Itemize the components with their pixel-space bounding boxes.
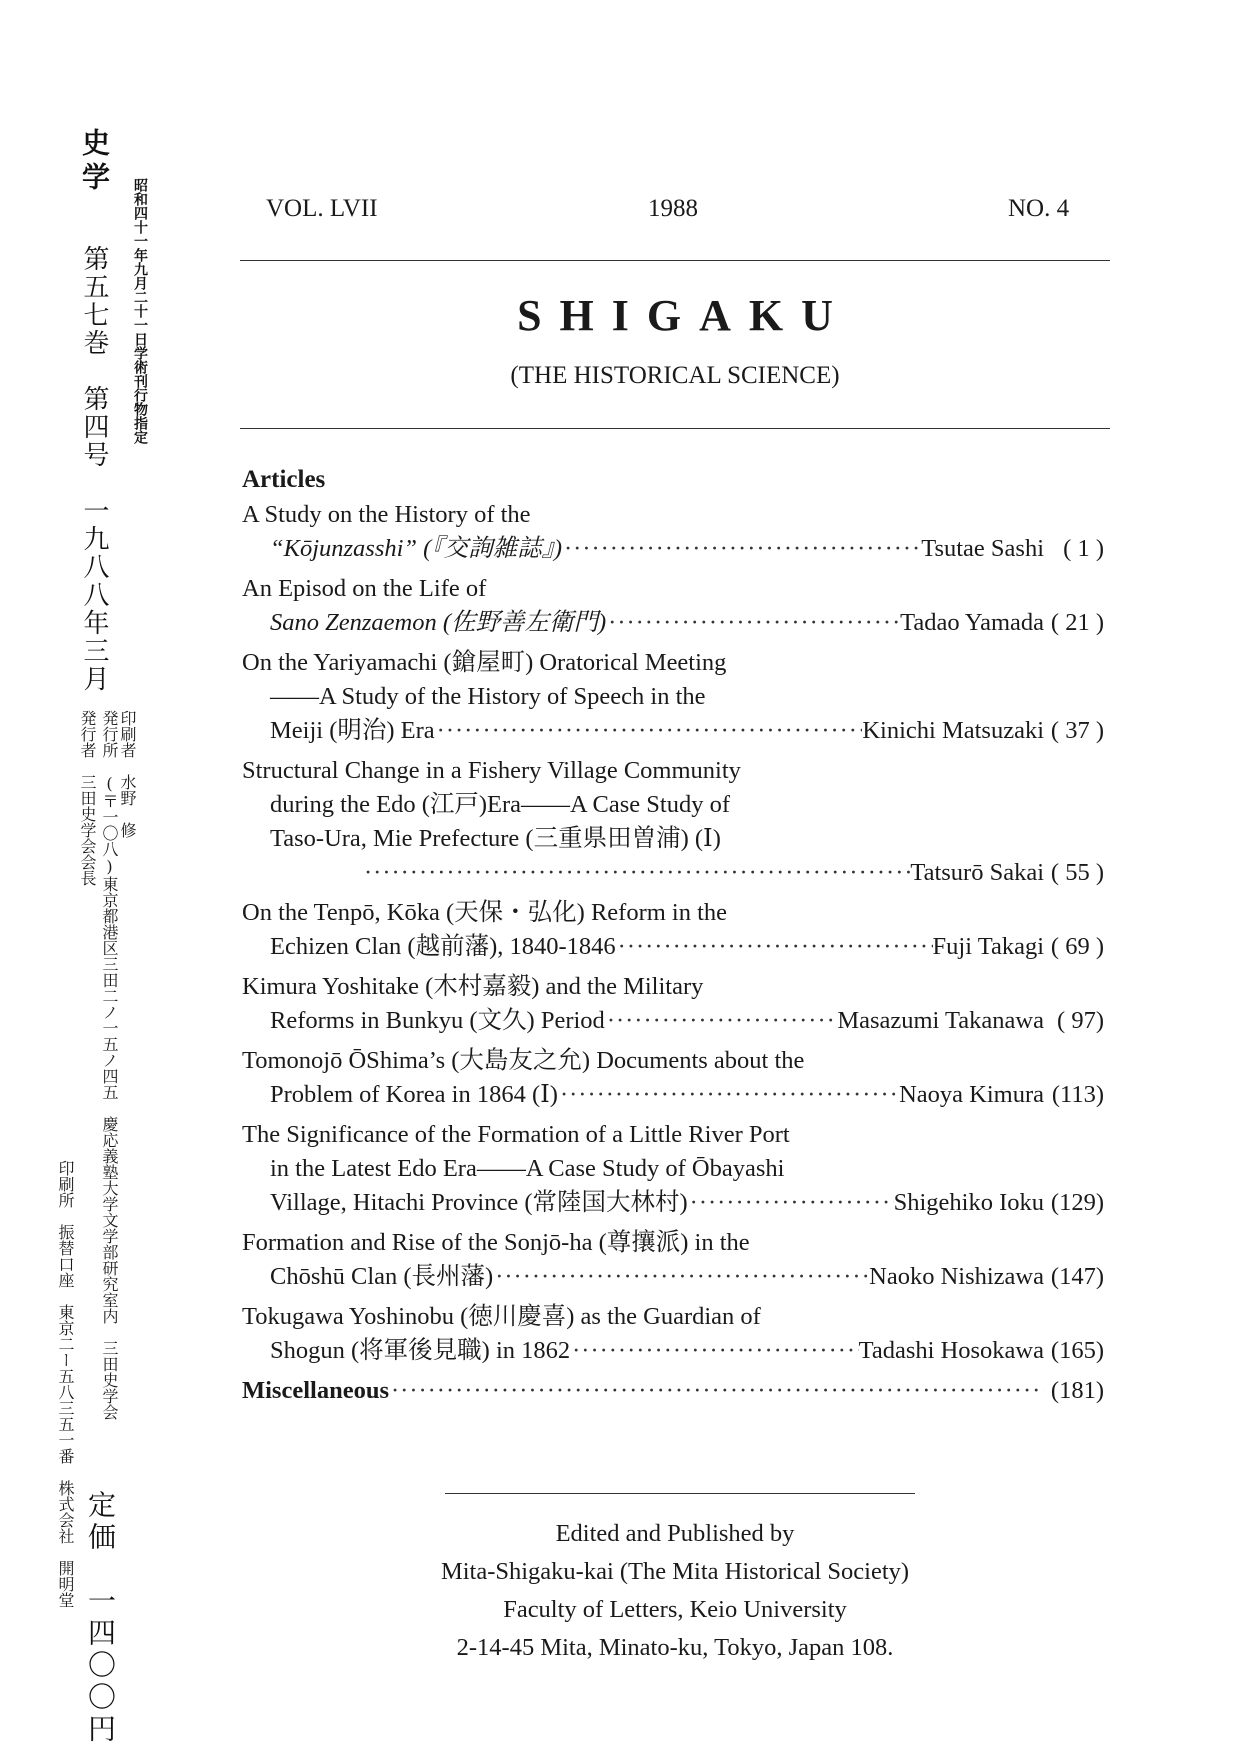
leader-dots [389,1374,1044,1408]
entry-title-line: The Significance of the Formation of a Little River Port [242,1121,790,1148]
journal-subtitle: (THE HISTORICAL SCIENCE) [510,362,840,389]
leader-dots [562,532,921,566]
spine-publisher: 発行者 三田史学会会長 [78,710,97,886]
journal-title: SHIGAKU [517,291,851,340]
entry-leader-line [242,1078,1104,1112]
entry-author: Kinichi Matsuzaki [862,717,1044,744]
entry-title-line: ——A Study of the History of Speech in the [270,683,706,710]
entry-leader-line [242,1186,1104,1220]
toc-entry [242,1118,1104,1220]
spine-printer: 印刷者 水野 修 [118,710,137,838]
entry-page: ( 37 ) [1050,717,1104,744]
spine-printing-office: 印刷所 振替口座 東京二ー五八三五一番 株式会社 開明堂 [56,1160,75,1608]
entry-title-line: Structural Change in a Fishery Village Community [242,757,741,784]
toc-entry [242,970,1104,1038]
entry-page: (165) [1050,1337,1104,1364]
top-rule [240,260,1110,261]
leader-dots [558,1078,899,1112]
leader-dots [606,606,900,640]
entry-title-end: Sano Zenzaemon (佐野善左衛門) [270,609,607,636]
articles-heading: Articles [242,466,326,493]
miscellaneous-page: (181) [1050,1377,1104,1404]
title-rule [240,428,1110,429]
publisher-footer [240,1515,1110,1667]
entry-author: Naoko Nishizawa [869,1263,1044,1290]
entry-leader-line [242,1004,1104,1038]
miscellaneous-label: Miscellaneous [242,1377,389,1404]
footer-rule [445,1493,915,1494]
entry-page: (147) [1050,1263,1104,1290]
entry-title-line: An Episod on the Life of [242,575,487,602]
entry-leader-line [242,714,1104,748]
entry-author: Tsutae Sashi [921,535,1044,562]
entry-page: (113) [1051,1081,1104,1108]
issue-number-label: NO. 4 [1008,195,1070,222]
entry-title-line: A Study on the History of the [242,501,531,528]
table-of-contents [242,462,1104,1408]
leader-dots [605,1004,838,1038]
entry-leader-line [242,532,1104,566]
footer-line: 2-14-45 Mita, Minato-ku, Tokyo, Japan 108. [456,1634,894,1661]
entry-author: Tatsurō Sakai [910,859,1044,886]
entry-title-end: Problem of Korea in 1864 (Ⅰ) [270,1081,558,1108]
entry-title-line: On the Tenpō, Kōka (天保・弘化) Reform in the [242,899,728,926]
entry-author: Naoya Kimura [899,1081,1044,1108]
toc-entry [242,572,1104,640]
spine-journal-title: 史学 [78,128,111,196]
entry-title-line: On the Yariyamachi (鎗屋町) Oratorical Meeting [242,649,727,676]
volume-label: VOL. LVII [266,195,378,222]
leader-dots [688,1186,894,1220]
year-label: 1988 [648,195,698,222]
entry-title-end: Reforms in Bunkyu (文久) Period [270,1007,605,1034]
entry-author: Shigehiko Ioku [893,1189,1044,1216]
entry-title-line: Formation and Rise of the Sonjō-ha (尊攘派) in the [242,1229,750,1256]
entry-title-end: Echizen Clan (越前藩), 1840-1846 [270,933,616,960]
spine-volume-issue: 第五七巻 第四号 一九八八年三月 [79,245,109,693]
footer-line: Edited and Published by [555,1520,795,1547]
toc-entry [242,1044,1104,1112]
entry-author: Tadashi Hosokawa [858,1337,1044,1364]
toc-entry [242,1300,1104,1368]
entry-title-end: “Kōjunzasshi” (『交詢雑誌』) [270,535,563,562]
entry-author: Masazumi Takanawa [837,1007,1044,1034]
entry-page: (129) [1050,1189,1104,1216]
leader-dots [362,856,910,890]
entry-title-end: Chōshū Clan (長州藩) [270,1263,494,1290]
entry-author: Fuji Takagi [932,933,1044,960]
leader-dots [435,714,863,748]
toc-entry [242,896,1104,964]
entry-leader-line [242,606,1104,640]
entry-title-line: Tomonojō ŌShima’s (大島友之允) Documents about the [242,1047,805,1074]
spine-publisher-office: 発行所 (〒一〇八)東京都港区三田二ノ一五ノ四五 慶応義塾大学文学部研究室内 三田史学会 [100,710,119,1420]
entry-title-end: Meiji (明治) Era [270,717,435,744]
entry-leader-line [242,1260,1104,1294]
entry-title-end: Village, Hitachi Province (常陸国大林村) [270,1189,688,1216]
entry-page: ( 21 ) [1050,609,1104,636]
entry-title-line: in the Latest Edo Era——A Case Study of Ōbayashi [270,1155,785,1182]
toc-entry [242,646,1104,748]
leader-dots [570,1334,858,1368]
entry-title-line: Kimura Yoshitake (木村嘉毅) and the Military [242,973,704,1000]
miscellaneous-entry [242,1374,1104,1408]
entry-page: ( 1 ) [1063,535,1104,562]
entry-title-line: Tokugawa Yoshinobu (徳川慶喜) as the Guardian of [242,1303,761,1330]
spine-price: 定価 一四〇〇円 [84,1490,117,1746]
entry-leader-line [242,856,1104,890]
entry-title-line: during the Edo (江戸)Era——A Case Study of [270,791,730,818]
entry-page: ( 55 ) [1050,859,1104,886]
entry-page: ( 69 ) [1050,933,1104,960]
toc-entry [242,1226,1104,1294]
spine-designation-date: 昭和四十一年九月二十一日学術刊行物指定 [132,178,148,444]
entry-author: Tadao Yamada [900,609,1044,636]
toc-entry [242,754,1104,890]
leader-dots [616,930,933,964]
entry-title-line: Taso-Ura, Mie Prefecture (三重県田曽浦) (Ⅰ) [270,825,721,852]
entry-page: ( 97) [1057,1007,1104,1034]
entry-leader-line [242,1334,1104,1368]
footer-line: Faculty of Letters, Keio University [503,1596,847,1623]
entry-title-end: Shogun (将軍後見職) in 1862 [270,1337,571,1364]
footer-line: Mita-Shigaku-kai (The Mita Historical Society) [440,1558,910,1585]
toc-entry [242,498,1104,566]
entry-leader-line [242,930,1104,964]
leader-dots [493,1260,869,1294]
